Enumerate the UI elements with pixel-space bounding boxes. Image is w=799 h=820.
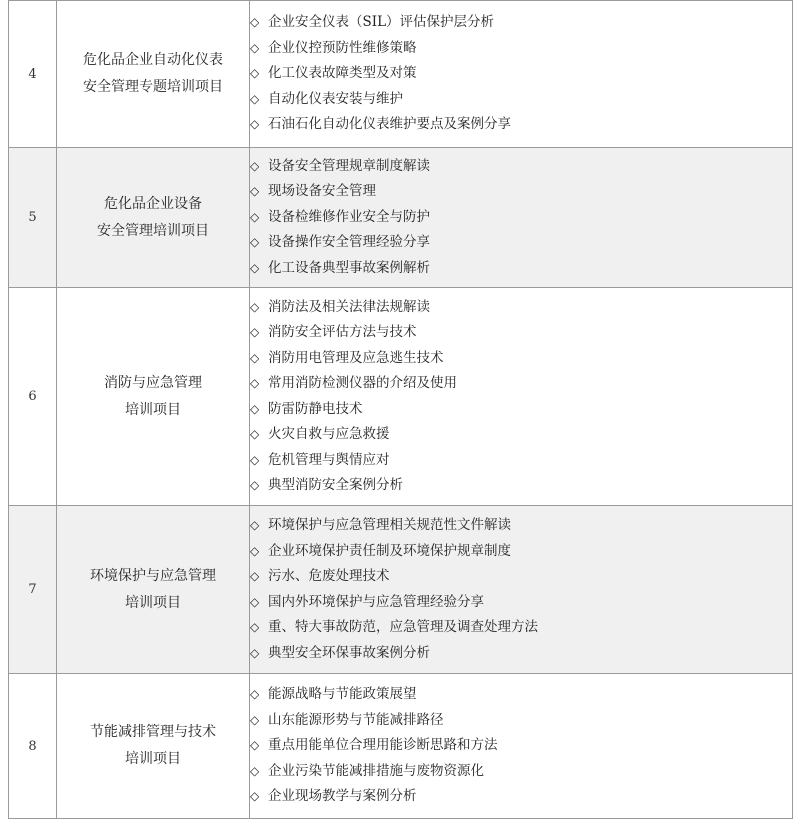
topic-text: 消防安全评估方法与技术: [268, 324, 417, 340]
topic-text: 重点用能单位合理用能诊断思路和方法: [268, 737, 498, 754]
topic-text: 典型安全环保事故案例分析: [268, 644, 430, 661]
topic-text: 企业仪控预防性维修策略: [268, 39, 417, 56]
diamond-bullet-icon: ◇: [250, 350, 260, 365]
diamond-bullet-icon: ◇: [250, 518, 260, 532]
list-item: [250, 641, 792, 667]
diamond-bullet-icon: ◇: [250, 325, 260, 339]
list-item: [250, 397, 792, 423]
topic-text: 化工仪表故障类型及对策: [268, 65, 417, 82]
diamond-bullet-icon: ◇: [250, 91, 260, 106]
list-item: [250, 112, 792, 138]
table-row: [9, 288, 793, 506]
list-item: [250, 371, 792, 397]
diamond-bullet-icon: ◇: [250, 789, 260, 804]
diamond-bullet-icon: ◇: [250, 427, 260, 441]
topic-text: 设备操作安全管理经验分享: [268, 234, 430, 251]
list-item: [250, 615, 792, 641]
diamond-bullet-icon: ◇: [250, 158, 260, 173]
row-number: 6: [9, 288, 57, 506]
list-item: [250, 759, 792, 785]
program-name-line: 培训项目: [125, 751, 181, 767]
topics-cell: [250, 674, 793, 819]
list-item: [250, 448, 792, 474]
topic-text: 设备检维修作业安全与防护: [268, 208, 430, 225]
topic-text: 山东能源形势与节能减排路径: [268, 711, 444, 728]
table-body: [9, 1, 793, 819]
list-item: [250, 422, 792, 448]
diamond-bullet-icon: ◇: [250, 401, 260, 416]
topics-cell: [250, 1, 793, 148]
topic-text: 企业环境保护责任制及环境保护规章制度: [268, 542, 511, 559]
list-item: [250, 61, 792, 87]
topic-list: [250, 682, 792, 810]
list-item: [250, 205, 792, 231]
diamond-bullet-icon: ◇: [250, 376, 260, 390]
topics-cell: [250, 148, 793, 288]
list-item: [250, 564, 792, 590]
program-name-line: 危化品企业自动化仪表: [83, 52, 223, 68]
diamond-bullet-icon: ◇: [250, 594, 260, 609]
list-item: [250, 513, 792, 539]
program-name-cell: [57, 288, 250, 506]
program-name-cell: [57, 1, 250, 148]
diamond-bullet-icon: ◇: [250, 15, 260, 30]
topic-text: 常用消防检测仪器的介绍及使用: [268, 375, 457, 391]
list-item: [250, 784, 792, 810]
list-item: [250, 320, 792, 346]
topics-cell: [250, 288, 793, 506]
topic-list: [250, 295, 792, 499]
program-name-line: 消防与应急管理: [104, 374, 202, 391]
list-item: [250, 10, 792, 36]
table-row: [9, 148, 793, 288]
table-row: [9, 1, 793, 148]
topic-text: 能源战略与节能政策展望: [268, 686, 417, 703]
topic-text: 污水、危废处理技术: [268, 568, 390, 584]
list-item: [250, 708, 792, 734]
diamond-bullet-icon: ◇: [250, 687, 260, 702]
list-item: [250, 230, 792, 256]
diamond-bullet-icon: ◇: [250, 117, 260, 132]
list-item: [250, 87, 792, 113]
program-name-cell: [57, 506, 250, 674]
program-name-line: 节能减排管理与技术: [90, 724, 216, 740]
row-number: 5: [9, 148, 57, 288]
diamond-bullet-icon: ◇: [250, 299, 260, 314]
topic-text: 现场设备安全管理: [268, 183, 376, 200]
list-item: [250, 539, 792, 565]
diamond-bullet-icon: ◇: [250, 40, 260, 55]
topic-text: 典型消防安全案例分析: [268, 477, 403, 493]
diamond-bullet-icon: ◇: [250, 620, 260, 634]
program-name-line: 环境保护与应急管理: [90, 567, 216, 584]
topic-text: 企业现场教学与案例分析: [268, 788, 417, 805]
list-item: [250, 733, 792, 759]
course-table: [8, 0, 793, 819]
diamond-bullet-icon: ◇: [250, 712, 260, 727]
diamond-bullet-icon: ◇: [250, 260, 260, 275]
diamond-bullet-icon: ◇: [250, 738, 260, 753]
topic-text: 石油石化自动化仪表维护要点及案例分享: [268, 116, 511, 133]
program-name-line: 培训项目: [125, 594, 181, 611]
list-item: [250, 179, 792, 205]
list-item: [250, 36, 792, 62]
topic-text: 设备安全管理规章制度解读: [268, 157, 430, 174]
row-number: 8: [9, 674, 57, 819]
program-name-line: 安全管理专题培训项目: [83, 79, 223, 95]
diamond-bullet-icon: ◇: [250, 235, 260, 250]
list-item: [250, 473, 792, 499]
program-name-line: 危化品企业设备: [104, 195, 202, 212]
topic-text: 企业污染节能减排措施与废物资源化: [268, 762, 484, 779]
diamond-bullet-icon: ◇: [250, 569, 260, 583]
list-item: [250, 295, 792, 321]
diamond-bullet-icon: ◇: [250, 543, 260, 558]
topic-list: [250, 513, 792, 666]
topic-text: 企业安全仪表（SIL）评估保护层分析: [268, 14, 495, 31]
diamond-bullet-icon: ◇: [250, 66, 260, 81]
table-row: [9, 674, 793, 819]
diamond-bullet-icon: ◇: [250, 184, 260, 199]
program-name-cell: [57, 674, 250, 819]
topic-text: 国内外环境保护与应急管理经验分享: [268, 593, 484, 610]
topic-text: 自动化仪表安装与维护: [268, 90, 403, 107]
diamond-bullet-icon: ◇: [250, 763, 260, 778]
topic-text: 防雷防静电技术: [268, 400, 363, 417]
topic-list: [250, 10, 792, 138]
topic-text: 消防法及相关法律法规解读: [268, 298, 430, 315]
program-name-line: 培训项目: [125, 401, 181, 418]
list-item: [250, 346, 792, 372]
topic-text: 火灾自救与应急救援: [268, 426, 390, 442]
diamond-bullet-icon: ◇: [250, 645, 260, 660]
topics-cell: [250, 506, 793, 674]
topic-text: 环境保护与应急管理相关规范性文件解读: [268, 517, 511, 533]
row-number: 4: [9, 1, 57, 148]
table-row: [9, 506, 793, 674]
diamond-bullet-icon: ◇: [250, 209, 260, 224]
list-item: [250, 154, 792, 180]
topic-text: 化工设备典型事故案例解析: [268, 259, 430, 276]
list-item: [250, 590, 792, 616]
topic-text: 危机管理与舆情应对: [268, 451, 390, 468]
list-item: [250, 256, 792, 282]
diamond-bullet-icon: ◇: [250, 478, 260, 492]
row-number: 7: [9, 506, 57, 674]
list-item: [250, 682, 792, 708]
topic-text: 重、特大事故防范，应急管理及调查处理方法: [268, 619, 538, 635]
diamond-bullet-icon: ◇: [250, 452, 260, 467]
program-name-cell: [57, 148, 250, 288]
topic-text: 消防用电管理及应急逃生技术: [268, 349, 444, 366]
topic-list: [250, 154, 792, 282]
program-name-line: 安全管理培训项目: [97, 222, 209, 239]
